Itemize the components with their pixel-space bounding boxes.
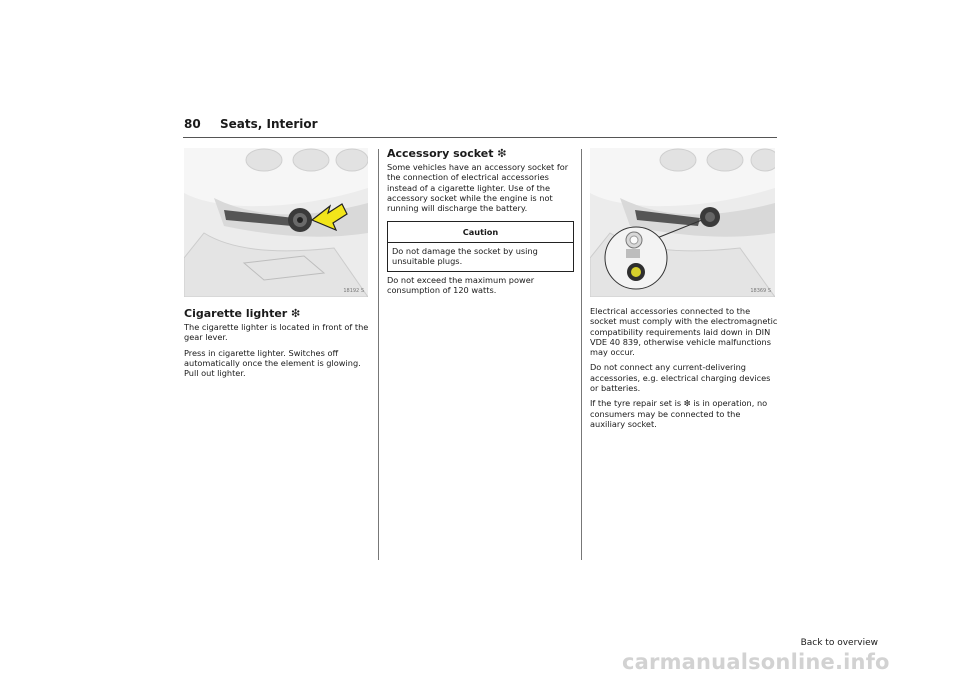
- figure-code: 18192 S: [343, 288, 364, 294]
- accessory-socket-figure: [590, 148, 775, 297]
- power-note: Do not exceed the maximum power consumption of 120 watts.: [387, 275, 535, 296]
- column-separator-2: [581, 149, 582, 560]
- right-column-text: [590, 306, 778, 434]
- cigarette-lighter-illustration: [184, 148, 368, 297]
- column-separator-1: [378, 149, 379, 560]
- paragraph: The cigarette lighter is located in front of the gear lever.: [184, 322, 369, 343]
- paragraph: Do not connect any current-delivering accessories, e.g. electrical charging devices or batteries.: [590, 362, 771, 394]
- paragraph: Electrical accessories connected to the socket must comply with the electromagnetic compatibility requirements laid down in DIN VDE 40 839, otherwise vehicle malfunctions may occur.: [590, 306, 778, 358]
- page-number: 80: [184, 117, 201, 131]
- figure-code: 18369 S: [750, 288, 771, 294]
- accessory-socket-heading: Accessory socket ❇: [387, 147, 507, 160]
- caution-box: [387, 221, 574, 272]
- watermark: carmanualsonline.info: [622, 650, 890, 674]
- section-title: Seats, Interior: [220, 117, 318, 131]
- back-to-overview-link[interactable]: Back to overview: [800, 638, 878, 648]
- accessory-socket-illustration: [590, 148, 775, 297]
- cigarette-lighter-figure: [184, 148, 368, 297]
- header-rule: [183, 137, 777, 138]
- paragraph: Press in cigarette lighter. Switches off automatically once the element is glowing. Pull out lighter.: [184, 347, 361, 379]
- caution-text: Do not damage the socket by using unsuitable plugs.: [392, 246, 538, 267]
- accessory-intro: Some vehicles have an accessory socket for the connection of electrical accessories instead of a cigarette lighter. Use of the accessory socket while the engine is not running will discharge the battery.: [387, 162, 569, 214]
- paragraph: If the tyre repair set is ❇ is in operation, no consumers may be connected to the auxiliary socket.: [590, 398, 768, 429]
- cigarette-lighter-text: [184, 322, 372, 383]
- cigarette-lighter-heading: Cigarette lighter ❇: [184, 307, 301, 320]
- caution-title: Caution: [388, 222, 573, 243]
